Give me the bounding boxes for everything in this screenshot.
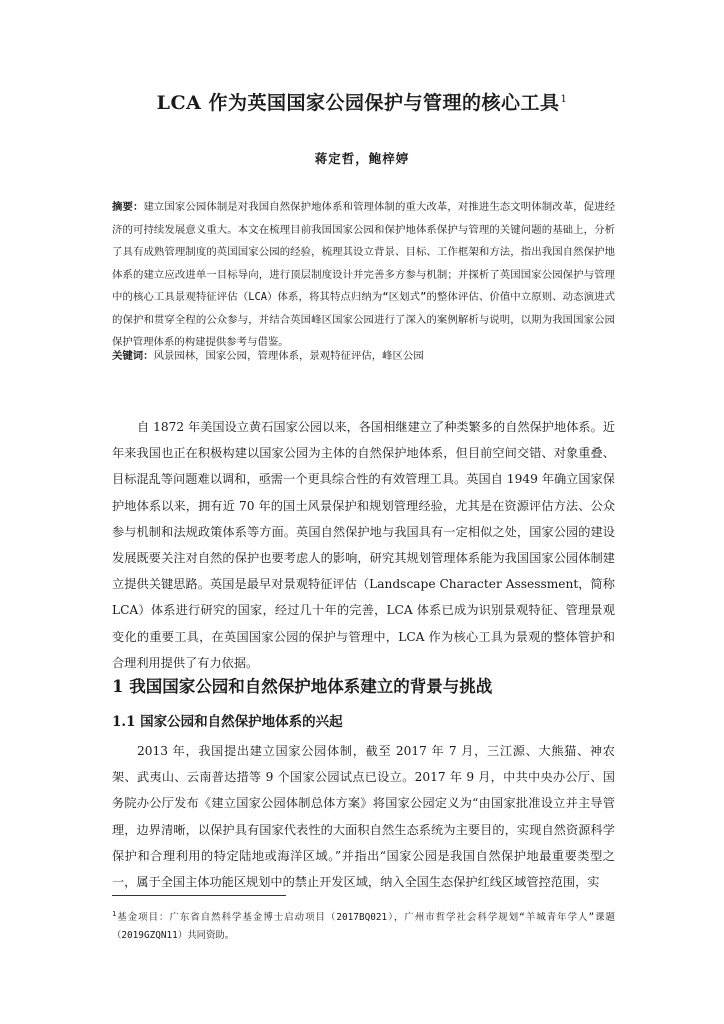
author-list: 蒋定哲，鲍梓婷 [314,151,410,166]
keywords-text: 风景园林，国家公园，管理体系，景观特征评估，峰区公园 [153,350,424,362]
keywords [112,345,615,367]
paper-title [0,88,724,115]
title-text: LCA 作为英国国家公园保护与管理的核心工具 [156,92,560,114]
abstract-text: 建立国家公园体制是对我国自然保护地体系和管理体制的重大改革，对推进生态文明体制改革，促进经济的可持续发展意义重大。本文在梳理目前我国国家公园和保护地体系保护与管理的关键问题的基础上，分析了具有成熟管理制度的英国国家公园的经验，梳理其设立背景、目标、工作框架和方法，指出我国自然保护地体系的建立应改进单一目标导向，进行顶层制度设计并完善多方参与机制；并探析了英国国家公园保护与管理中的核心工具景观特征评估（LCA）体系，将其特点归纳为“区划式”的整体评估、价值中立原则、动态演进式的保护和贯穿全程的公众参与，并结合英国峰区国家公园进行了深入的案例解析与说明，以期为我国国家公园保护管理体系的构建提供参考与借鉴。 [112,201,616,348]
footnote [112,905,615,945]
footnote-divider [112,895,286,896]
subsection-heading: 1.1 国家公园和自然保护地体系的兴起 [112,714,343,730]
section-heading: 1 我国国家公园和自然保护地体系建立的背景与挑战 [112,677,493,696]
subsection-paragraph: 2013 年，我国提出建立国家公园体制，截至 2017 年 7 月，三江源、大熊猫、神农架、武夷山、云南普达措等 9 个国家公园试点已设立。2017 年 9 月，中共中央办公厅、国务院办公厅发布《建立国家公园体制总体方案》将国家公园定义为“由国家批准设立并主导管理，边界清晰，以保护具有国家代表性的大面积自然生态系统为主要目的，实现自然资源科学保护和合理利用的特定陆地或海洋区域。”并指出“国家公园是我国自然保护地最重要类型之一，属于全国主体功能区规划中的禁止开发区域，纳入全国生态保护红线区域管控范围，实 [112,744,615,890]
abstract [112,196,615,354]
intro-paragraph: 自 1872 年美国设立黄石国家公园以来，各国相继建立了种类繁多的自然保护地体系。近年来我国也正在积极构建以国家公园为主体的自然保护地体系，但目前空间交错、对象重叠、目标混乱等问题难以调和，亟需一个更具综合性的有效管理工具。英国自 1949 年确立国家保护地体系以来，拥有近 70 年的国土风景保护和规划管理经验，尤其是在资源评估方法、公众参与机制和法规政策体系等方面。英国自然保护地与我国具有一定相似之处，国家公园的建设发展既要关注对自然的保护也要考虑人的影响，研究其规划管理体系能为我国国家公园体制建立提供关键思路。英国是最早对景观特征评估（Landscape Character Assessment，简称 LCA）体系进行研究的国家，经过几十年的完善，LCA 体系已成为识别景观特征、管理景观变化的重要工具，在英国国家公园的保护与管理中，LCA 作为核心工具为景观的整体管护和合理利用提供了有力依据。 [112,420,615,670]
footnote-text: 基金项目：广东省自然科学基金博士启动项目（2017BQ021），广州市哲学社会科学规划“羊城青年学人”课题（2019GZQN11）共同资助。 [112,912,615,942]
abstract-label: 摘要： [112,201,144,213]
footnote-marker: 1 [112,910,117,918]
keywords-label: 关键词： [112,350,154,362]
title-footnote-marker[interactable]: 1 [560,93,568,105]
